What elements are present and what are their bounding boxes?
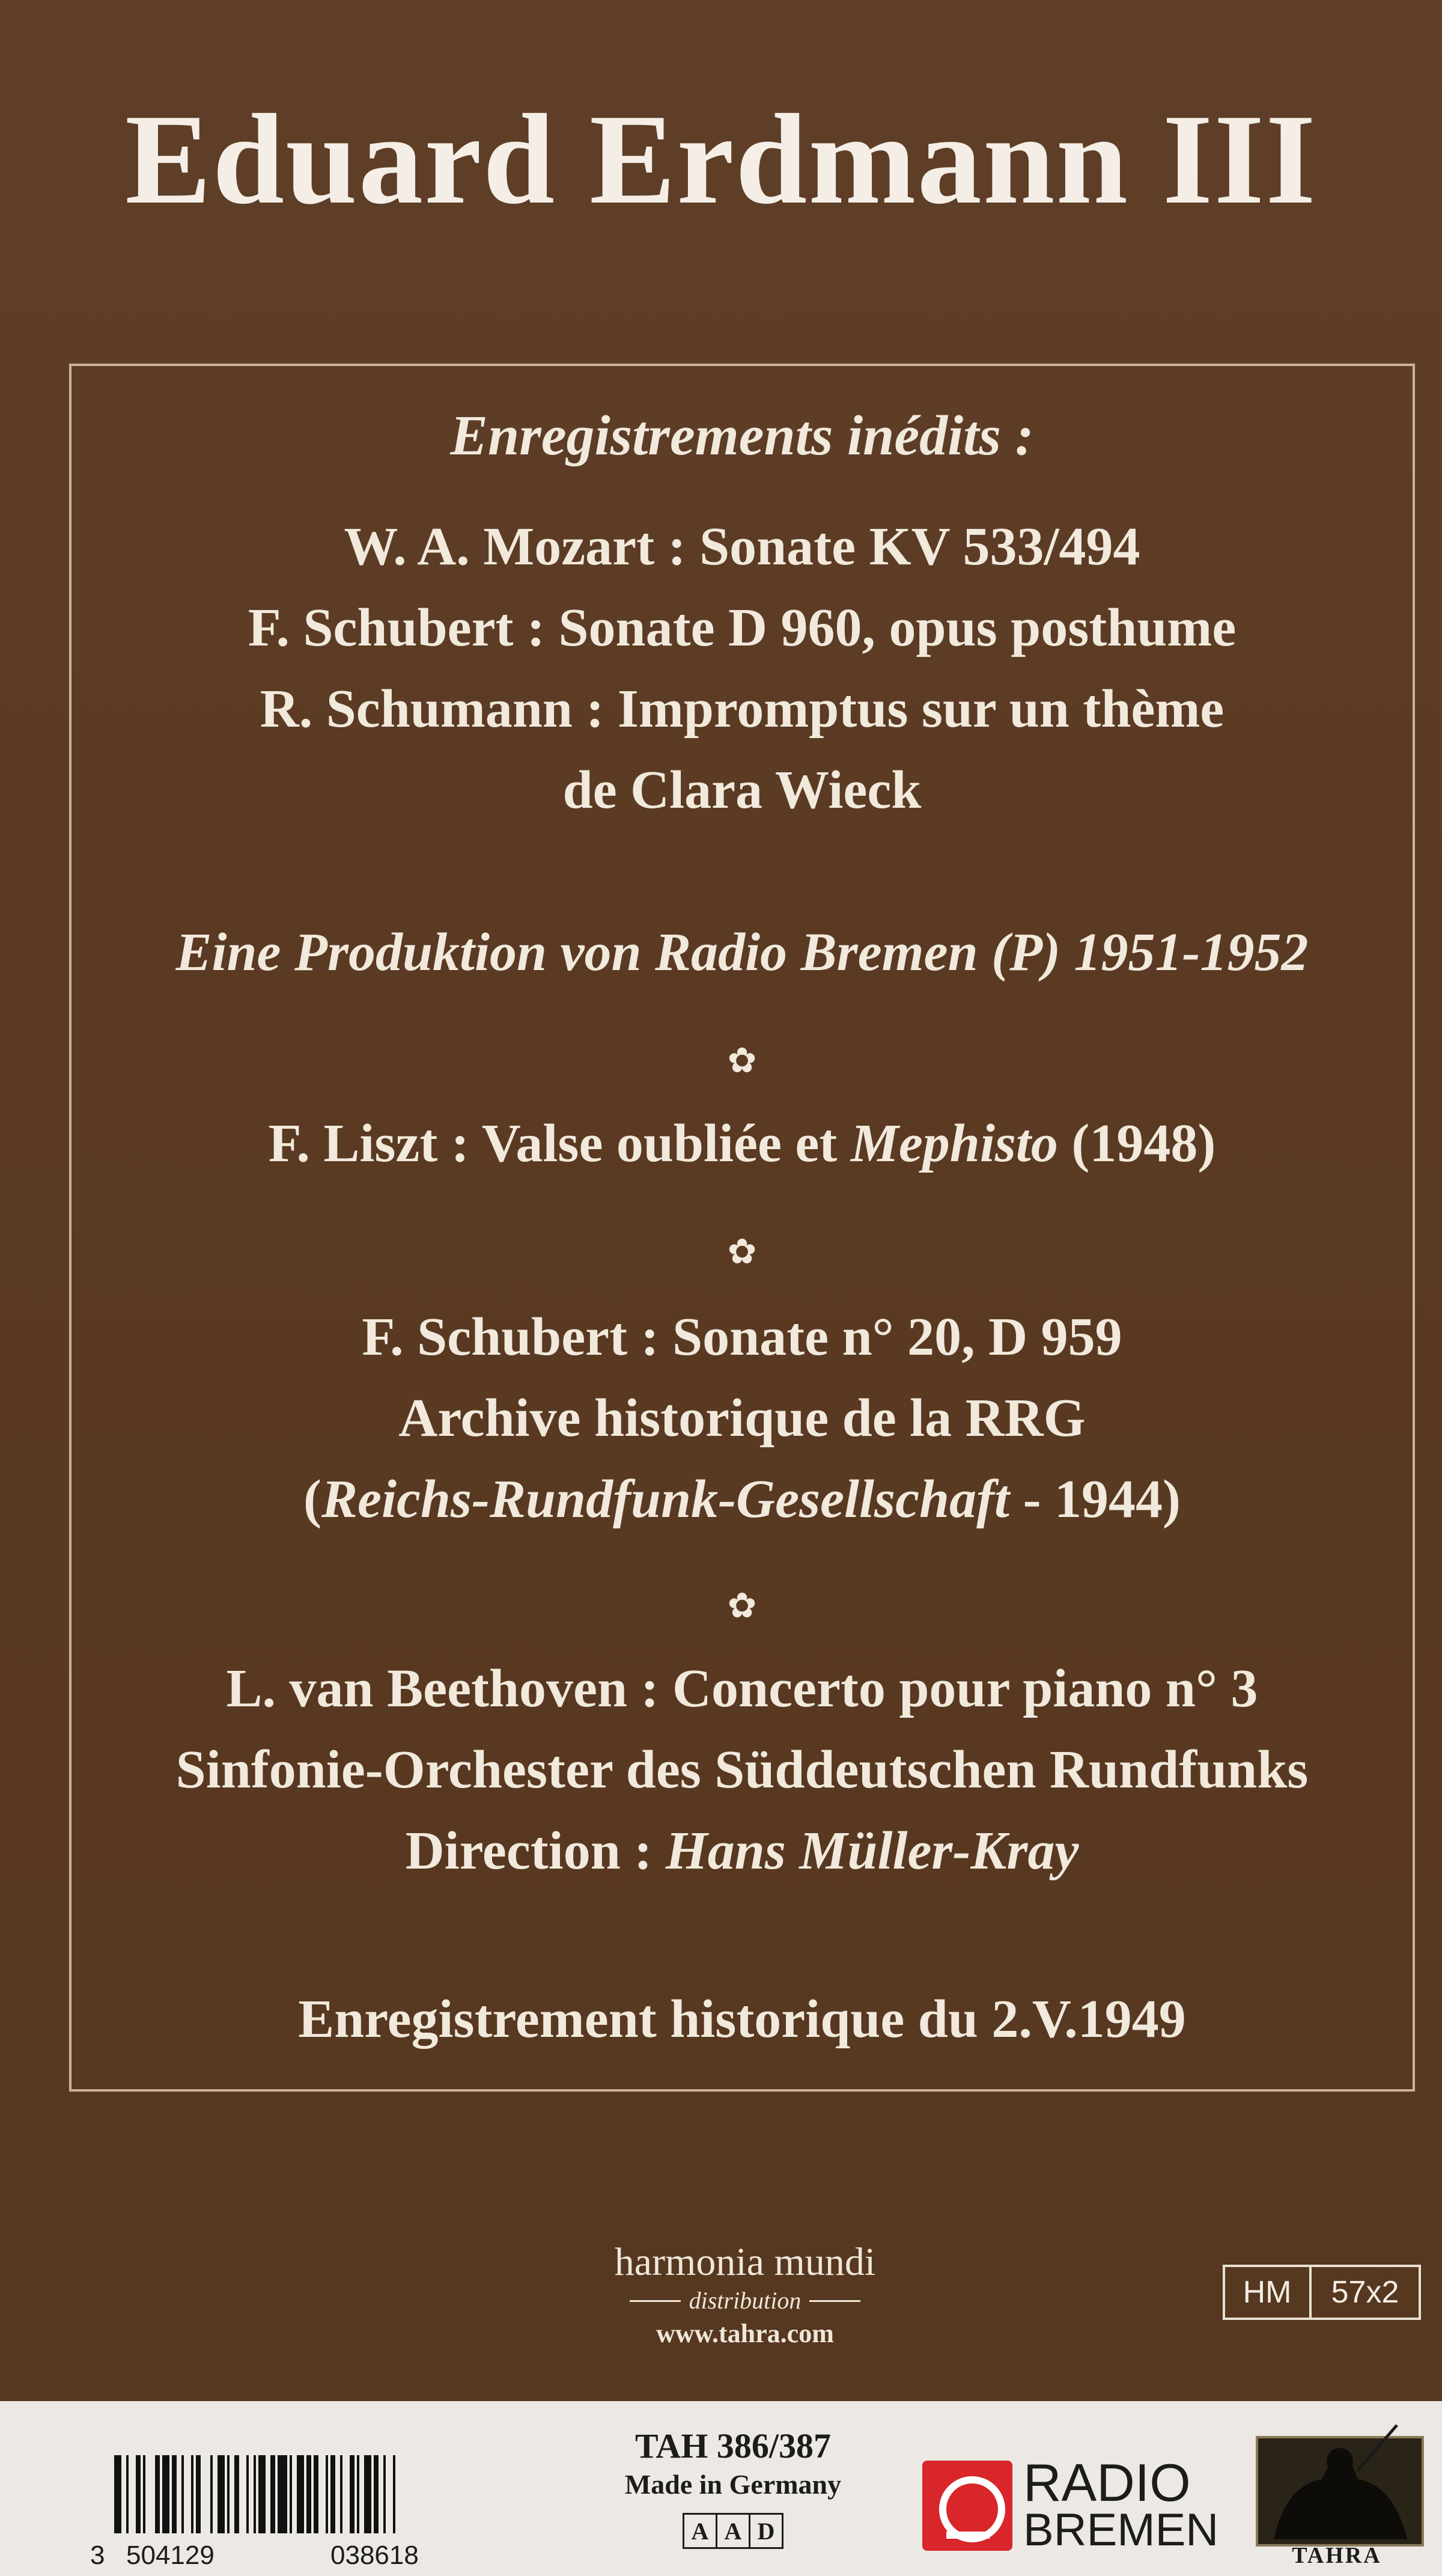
barcode-digit-prefix: 3 [90,2541,105,2570]
barcode-bar [196,2455,201,2533]
conductor-name: Hans Müller-Kray [665,1821,1079,1881]
track-beethoven: L. van Beethoven : Concerto pour piano n° 3 [226,1659,1258,1718]
radio-bremen-word-1: RADIO [1023,2453,1191,2512]
made-in: Made in Germany [624,2469,842,2500]
liszt-year: (1948) [1057,1114,1216,1173]
track-schumann-line2: de Clara Wieck [562,760,922,820]
orchestra-credit: Sinfonie-Orchester des Süddeutschen Rundfunks [175,1740,1309,1799]
hm-code-box [1223,2265,1421,2320]
barcode-bar [254,2455,256,2533]
footer-strip [0,2401,1442,2576]
catalog-block [577,2425,889,2549]
barcode-bar [364,2455,371,2533]
flower-separator-3: ✿ [727,1586,757,1625]
barcode-digits-left: 504129 [126,2541,214,2570]
barcode-bar [357,2455,359,2533]
track-liszt [69,1111,1415,1177]
tahra-label: TAHRA [1292,2543,1382,2568]
archive-source: Archive historique de la RRG [398,1388,1086,1448]
track-schubert-d959: F. Schubert : Sonate n° 20, D 959 [362,1307,1122,1367]
radio-bremen-mark-icon [922,2461,1012,2551]
catalog-number: TAH 386/387 [635,2426,831,2465]
track-mozart: W. A. Mozart : Sonate KV 533/494 [344,517,1140,576]
track-schumann-line1: R. Schumann : Impromptus sur un thème [260,679,1224,739]
barcode-bar [218,2455,225,2533]
barcode-bar [326,2455,328,2533]
barcode-bar [297,2455,304,2533]
direction-label: Direction : [405,1821,666,1881]
radio-bremen-logo [922,2453,1219,2556]
rule-right [809,2300,860,2302]
website-link[interactable]: www.tahra.com [656,2319,834,2348]
barcode-bar [172,2455,177,2533]
barcode-bar [278,2455,287,2533]
barcode-bar [306,2455,311,2533]
barcode-bar [227,2455,230,2533]
production-credit: Eine Produktion von Radio Bremen (P) 1951-1952 [175,923,1309,982]
rrg-year: - 1944) [1009,1470,1181,1529]
barcode-bar [393,2455,395,2533]
barcode-bar [136,2455,141,2533]
aad-code [683,2513,783,2549]
radio-bremen-word-2: BREMEN [1023,2504,1219,2556]
barcode-bar [234,2455,239,2533]
aad-letter-2: A [717,2515,750,2547]
flower-separator-2: ✿ [727,1232,757,1271]
barcode-bar [191,2455,193,2533]
barcode-bar [330,2455,335,2533]
barcode [114,2455,439,2539]
barcode-bar [143,2455,145,2533]
historic-recording-date: Enregistrement historique du 2.V.1949 [298,1989,1186,2049]
barcode-bar [290,2455,292,2533]
track-schubert-d960: F. Schubert : Sonate D 960, opus posthume [248,598,1237,658]
harmonia-mundi-logo [559,2239,931,2352]
distribution-line [559,2286,931,2316]
distribution-label: distribution [689,2287,802,2314]
barcode-bar [258,2455,266,2533]
barcode-bar [114,2455,121,2533]
hm-code-right: 57x2 [1331,2275,1399,2310]
notes-heading: Enregistrements inédits : [450,404,1034,467]
barcode-bar [314,2455,318,2533]
barcode-bar [155,2455,160,2533]
barcode-bar [246,2455,249,2533]
rrg-name: Reichs-Rundfunk-Gesellschaft [321,1470,1010,1529]
barcode-bar [350,2455,354,2533]
barcode-bar [210,2455,213,2533]
flower-separator-1: ✿ [727,1041,757,1080]
distributor-name: harmonia mundi [614,2240,876,2284]
barcode-bar [374,2455,379,2533]
barcode-bar [162,2455,169,2533]
aad-letter-3: D [757,2517,775,2545]
barcode-bar [126,2455,129,2533]
aad-letter-1: A [684,2515,717,2547]
hm-code-left: HM [1225,2267,1312,2318]
conductor-credit [69,1818,1415,1884]
liszt-italic: Mephisto [850,1114,1058,1173]
album-title: Eduard Erdmann III [125,87,1317,231]
barcode-bar [270,2455,275,2533]
barcode-bar [340,2455,342,2533]
radio-bremen-text [1023,2453,1219,2556]
liszt-text: F. Liszt : Valse oubliée et [268,1114,851,1173]
rule-left [630,2300,681,2302]
rrg-open: ( [303,1470,321,1529]
barcode-digits-right: 038618 [330,2541,419,2570]
rrg-credit [69,1467,1415,1533]
barcode-bar [383,2455,386,2533]
barcode-bar [181,2455,184,2533]
